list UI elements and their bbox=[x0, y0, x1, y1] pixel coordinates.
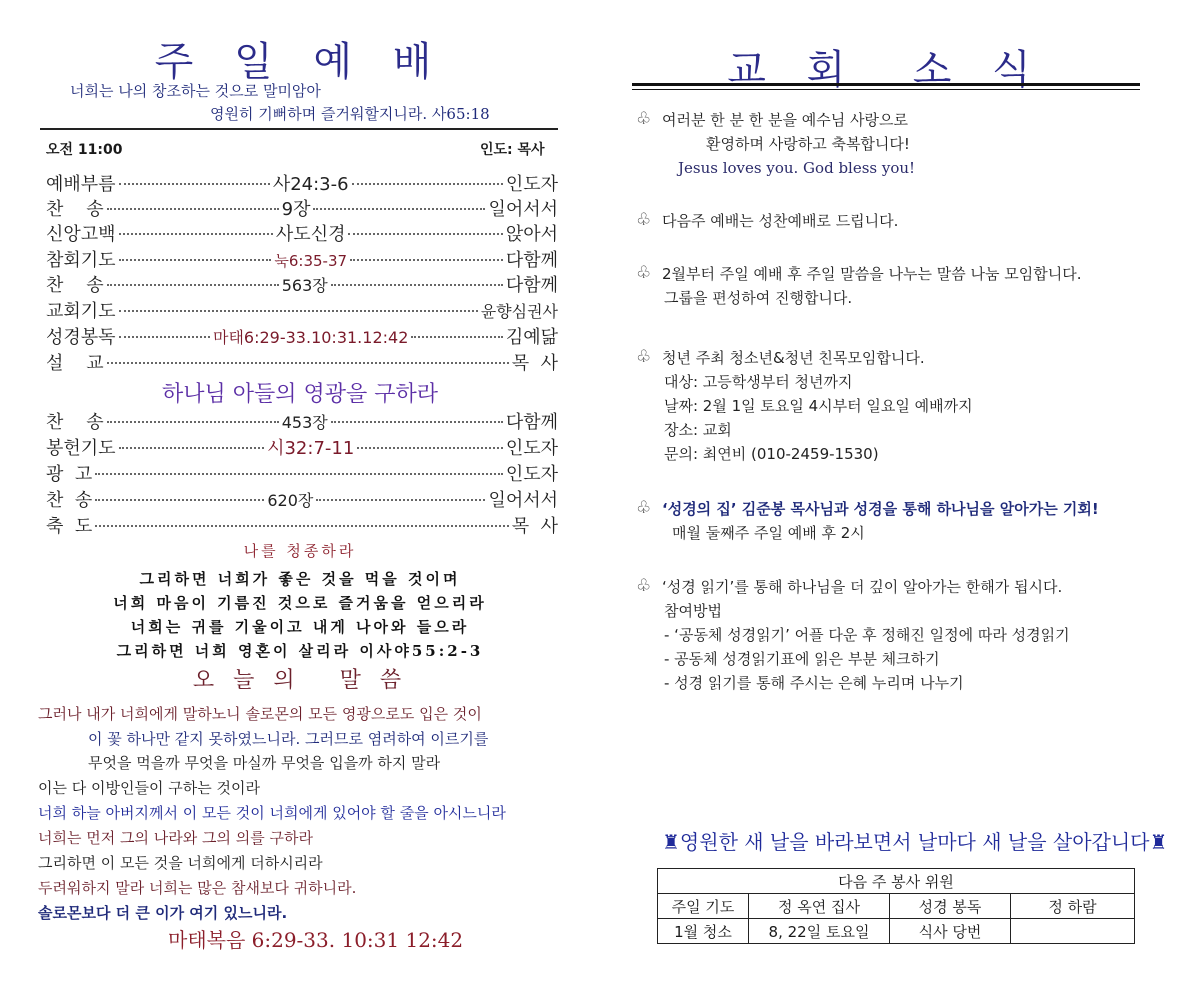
order-row bbox=[46, 323, 558, 347]
dot-leader bbox=[357, 447, 503, 449]
order-item: 찬 송 bbox=[46, 199, 104, 220]
order-detail: 눅6:35-37 bbox=[274, 252, 348, 270]
word-line: 두려워하지 말라 너희는 많은 참새보다 귀하니라. bbox=[38, 879, 357, 897]
order-row bbox=[46, 486, 558, 510]
clover-icon: ♧ bbox=[636, 210, 652, 230]
news-line: 2월부터 주일 예배 후 주일 말씀을 나누는 말씀 나눔 모임합니다. bbox=[662, 265, 1082, 283]
opening-verse-line-1: 너희는 나의 창조하는 것으로 말미암아 bbox=[70, 82, 321, 100]
order-item: 성경봉독 bbox=[46, 327, 116, 348]
sermon-title: 하나님 아들의 영광을 구하라 bbox=[161, 382, 438, 407]
news-line: ‘성경의 집’ 김준봉 목사님과 성경을 통해 하나님을 알아가는 기회! bbox=[662, 500, 1099, 518]
duty-cell: 1월 청소 bbox=[658, 919, 749, 944]
order-item: 찬 송 bbox=[46, 275, 104, 296]
word-line: 그리하면 이 모든 것을 너희에게 더하시리라 bbox=[38, 854, 323, 872]
church-motto: ♜영원한 새 날을 바라보면서 날마다 새 날을 살아갑니다♜ bbox=[662, 830, 1168, 854]
poem-line: 너희 마음이 기름진 것으로 즐거움을 얻으리라 bbox=[113, 594, 487, 612]
order-detail: 사24:3-6 bbox=[272, 174, 349, 195]
clover-icon: ♧ bbox=[636, 109, 652, 129]
news-line: 날짜: 2월 1일 토요일 4시부터 일요일 예배까지 bbox=[664, 397, 973, 415]
dot-leader bbox=[119, 259, 272, 261]
dot-leader bbox=[316, 499, 485, 501]
news-item-communion bbox=[636, 209, 1156, 233]
order-responder: 앉아서 bbox=[505, 224, 559, 245]
duty-header-cell: 정 옥연 집사 bbox=[749, 894, 890, 919]
duty-header-cell: 정 하람 bbox=[1011, 894, 1135, 919]
word-line: 이 꽃 하나만 같지 못하였느니라. 그러므로 염려하여 이르기를 bbox=[88, 730, 489, 748]
dot-leader bbox=[95, 499, 264, 501]
poem-line: 그리하면 너희 영혼이 살리라 이사야55:2-3 bbox=[116, 642, 484, 660]
dot-leader bbox=[350, 259, 503, 261]
word-line: 솔로몬보다 더 큰 이가 여기 있느니라. bbox=[38, 904, 288, 922]
service-leader: 인도: 목사 bbox=[480, 142, 545, 158]
duty-header-cell: 주일 기도 bbox=[658, 894, 749, 919]
dot-leader bbox=[119, 336, 210, 338]
order-item: 교회기도 bbox=[46, 301, 116, 322]
order-responder: 다함께 bbox=[505, 275, 558, 296]
dot-leader bbox=[119, 447, 265, 449]
news-line: - 성경 읽기를 통해 주시는 은혜 누리며 나누기 bbox=[664, 674, 964, 692]
dot-leader bbox=[107, 421, 279, 423]
news-item-youth-gathering bbox=[636, 346, 1156, 466]
poem-line: 그리하면 너희가 좋은 것을 먹을 것이며 bbox=[139, 570, 461, 588]
order-responder: 윤향심권사 bbox=[480, 302, 558, 321]
dot-leader bbox=[107, 208, 279, 210]
scripture-poem bbox=[40, 540, 560, 663]
news-line: 다음주 예배는 성찬예배로 드립니다. bbox=[662, 212, 899, 230]
news-item-bible-house bbox=[636, 497, 1156, 545]
word-line: 이는 다 이방인들이 구하는 것이라 bbox=[38, 779, 260, 797]
service-duty-table bbox=[657, 868, 1135, 944]
opening-verse-line-2: 영원히 기뻐하며 즐거워할지니라. 사65:18 bbox=[210, 105, 490, 123]
news-line: 문의: 최연비 (010-2459-1530) bbox=[664, 445, 879, 463]
order-responder: 다함께 bbox=[505, 250, 559, 271]
order-row bbox=[46, 170, 558, 194]
duty-table-caption: 다음 주 봉사 위원 bbox=[658, 869, 1135, 894]
word-line: 너희는 먼저 그의 나라와 그의 의를 구하라 bbox=[38, 829, 313, 847]
order-detail: 620장 bbox=[267, 491, 314, 510]
dot-leader bbox=[411, 336, 502, 338]
news-item-bible-reading bbox=[636, 575, 1156, 695]
clover-icon: ♧ bbox=[636, 498, 652, 518]
dot-leader bbox=[331, 284, 503, 286]
duty-cell: 식사 당번 bbox=[890, 919, 1011, 944]
word-line: 그러나 내가 너희에게 말하노니 솔로몬의 모든 영광으로도 입은 것이 bbox=[38, 705, 482, 723]
news-line: 청년 주최 청소년&청년 친목모임합니다. bbox=[662, 349, 925, 367]
order-item: 축 도 bbox=[46, 516, 93, 537]
order-responder: 목 사 bbox=[511, 516, 558, 537]
order-item: 예배부름 bbox=[46, 174, 116, 195]
order-detail: 사도신경 bbox=[275, 224, 346, 245]
order-row bbox=[46, 220, 558, 244]
news-line: 참여방법 bbox=[664, 602, 722, 620]
dot-leader bbox=[95, 525, 509, 527]
dot-leader bbox=[348, 233, 502, 235]
dot-leader bbox=[352, 183, 503, 185]
order-detail: 시32:7-11 bbox=[267, 438, 355, 459]
service-time: 오전 11:00 bbox=[46, 142, 123, 158]
news-item-word-sharing bbox=[636, 262, 1156, 310]
dot-leader bbox=[119, 233, 273, 235]
order-item: 찬 송 bbox=[46, 490, 93, 511]
order-row bbox=[46, 408, 558, 432]
order-row bbox=[46, 460, 558, 484]
dot-leader bbox=[313, 208, 485, 210]
duty-cell bbox=[1011, 919, 1135, 944]
order-responder: 인도자 bbox=[505, 174, 558, 195]
order-responder: 인도자 bbox=[505, 464, 558, 485]
poem-heading: 나를 청종하라 bbox=[243, 542, 357, 560]
dot-leader bbox=[331, 421, 503, 423]
order-responder: 일어서서 bbox=[488, 199, 559, 220]
order-item: 설 교 bbox=[46, 353, 104, 374]
order-item: 봉헌기도 bbox=[46, 438, 116, 459]
order-item: 신앙고백 bbox=[46, 224, 116, 245]
order-detail: 마태6:29-33.10:31.12:42 bbox=[213, 328, 409, 347]
today-word-title: 오 늘 의 말 씀 bbox=[192, 668, 408, 693]
right-divider-thick bbox=[632, 83, 1140, 86]
news-item-welcome bbox=[636, 108, 1156, 180]
dot-leader bbox=[95, 473, 503, 475]
worship-title: 주 일 예 배 bbox=[154, 39, 446, 85]
order-detail: 9장 bbox=[281, 199, 311, 220]
duty-header-cell: 성경 봉독 bbox=[890, 894, 1011, 919]
dot-leader bbox=[107, 284, 279, 286]
order-row bbox=[46, 195, 558, 219]
order-row bbox=[46, 271, 558, 295]
order-item: 찬 송 bbox=[46, 412, 104, 433]
order-row bbox=[46, 512, 558, 536]
order-item: 광 고 bbox=[46, 464, 93, 485]
poem-line: 너희는 귀를 기울이고 내게 나아와 들으라 bbox=[130, 618, 470, 636]
news-line: 여러분 한 분 한 분을 예수님 사랑으로 bbox=[662, 111, 908, 129]
news-line: Jesus loves you. God bless you! bbox=[678, 159, 916, 177]
order-responder: 일어서서 bbox=[488, 490, 559, 511]
word-line: 무엇을 먹을까 무엇을 마실까 무엇을 입을까 하지 말라 bbox=[88, 754, 441, 772]
order-detail: 563장 bbox=[281, 276, 328, 295]
news-line: - ‘공동체 성경읽기’ 어플 다운 후 정해진 일정에 따라 성경읽기 bbox=[664, 626, 1070, 644]
order-item: 참회기도 bbox=[46, 250, 116, 271]
clover-icon: ♧ bbox=[636, 576, 652, 596]
dot-leader bbox=[119, 310, 478, 312]
news-line: 환영하며 사랑하고 축복합니다! bbox=[706, 135, 910, 153]
order-detail: 453장 bbox=[281, 413, 328, 432]
news-line: - 공동체 성경읽기표에 읽은 부분 체크하기 bbox=[664, 650, 940, 668]
news-line: 대상: 고등학생부터 청년까지 bbox=[664, 373, 853, 391]
duty-cell: 8, 22일 토요일 bbox=[749, 919, 890, 944]
scripture-reference: 마태복음 6:29-33. 10:31 12:42 bbox=[168, 928, 464, 952]
order-row bbox=[46, 434, 558, 458]
order-responder: 김예닮 bbox=[505, 327, 559, 348]
clover-icon: ♧ bbox=[636, 347, 652, 367]
left-divider bbox=[40, 128, 558, 130]
order-row bbox=[46, 297, 558, 321]
dot-leader bbox=[119, 183, 270, 185]
right-divider-thin bbox=[632, 89, 1140, 90]
order-responder: 다함께 bbox=[505, 412, 558, 433]
order-responder: 인도자 bbox=[505, 438, 559, 459]
order-row bbox=[46, 349, 558, 373]
news-line: 그룹을 편성하여 진행합니다. bbox=[664, 289, 853, 307]
order-responder: 목 사 bbox=[511, 353, 558, 374]
news-line: 매월 둘째주 주일 예배 후 2시 bbox=[672, 524, 865, 542]
news-line: ‘성경 읽기’를 통해 하나님을 더 깊이 알아가는 한해가 됩시다. bbox=[662, 578, 1063, 596]
word-line: 너희 하늘 아버지께서 이 모든 것이 너희에게 있어야 할 줄을 아시느니라 bbox=[38, 804, 506, 822]
church-news-title: 교 회 소 식 bbox=[727, 47, 1045, 93]
dot-leader bbox=[107, 362, 509, 364]
news-line: 장소: 교회 bbox=[664, 421, 732, 439]
clover-icon: ♧ bbox=[636, 263, 652, 283]
order-row bbox=[46, 246, 558, 270]
